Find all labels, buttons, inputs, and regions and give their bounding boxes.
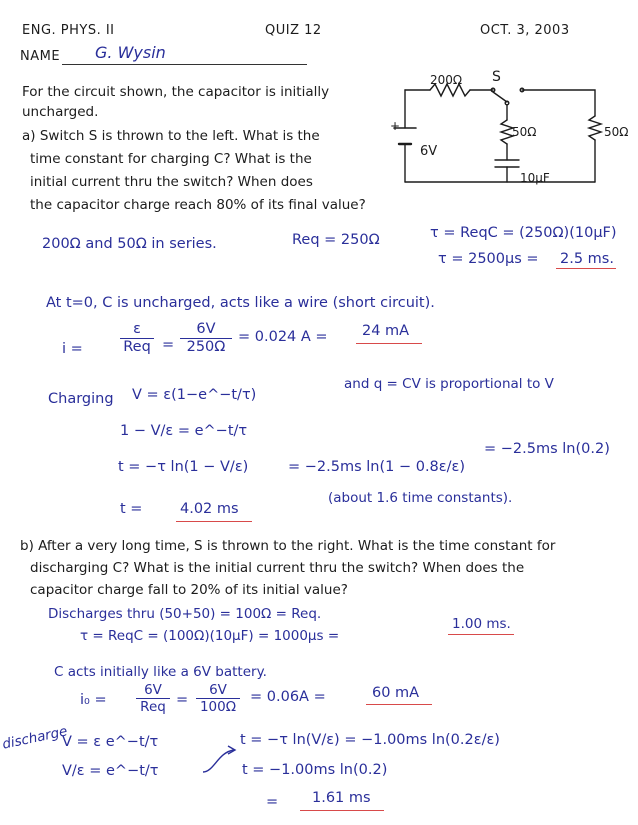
tau-answer-underline <box>556 268 616 269</box>
student-name: G. Wysin <box>95 43 166 62</box>
i0-frac2-den: 100Ω <box>199 699 237 716</box>
discharge-equation: V = ε e^−t/τ <box>62 734 159 750</box>
intro-line-2: uncharged. <box>22 104 99 120</box>
i0-fraction-2 <box>196 683 240 714</box>
resistor-50-right-icon <box>589 116 601 140</box>
charging-step-1: 1 − V/ε = e^−t/τ <box>120 423 248 439</box>
i0-answer: 60 mA <box>372 685 420 701</box>
i-frac2-den: 250Ω <box>186 339 226 356</box>
battery-plus-label: + <box>390 119 401 133</box>
battery-label: 6V <box>420 144 438 159</box>
charging-step-2-left: t = −τ ln(1 − V/ε) <box>118 459 249 475</box>
i0-frac1-num: 6V <box>144 682 162 698</box>
battery-note: C acts initially like a 6V battery. <box>54 664 267 680</box>
i-frac1-den: Req <box>123 339 151 356</box>
quiz-title: QUIZ 12 <box>265 23 322 38</box>
equals-sign: = <box>176 692 189 708</box>
wire-right-top <box>522 90 595 116</box>
i-value: = 0.024 A = <box>238 329 328 345</box>
part-a-question-2: time constant for charging C? What is the <box>30 151 312 167</box>
name-underline <box>62 64 307 65</box>
i0-value: = 0.06A = <box>250 689 326 705</box>
quiz-date: OCT. 3, 2003 <box>480 23 570 38</box>
t-b-answer: 1.61 ms <box>312 790 371 806</box>
series-note: 200Ω and 50Ω in series. <box>42 236 217 252</box>
charging-step-2-right: = −2.5ms ln(0.2) <box>484 441 610 457</box>
tau-b-equation: τ = ReqC = (100Ω)(10μF) = 1000μs = <box>80 628 340 644</box>
tau-line-2: τ = 2500μs = <box>438 251 539 267</box>
r3-label: 50Ω <box>604 125 629 139</box>
t-b-equation-2: t = −1.00ms ln(0.2) <box>242 762 388 778</box>
switch-label: S <box>492 69 501 85</box>
i0-frac2-num: 6V <box>209 682 227 698</box>
part-a-question-4: the capacitor charge reach 80% of its final value? <box>30 197 366 213</box>
r2-label: 50Ω <box>512 125 537 139</box>
arrow-icon <box>200 744 240 776</box>
discharge-label: discharge <box>0 723 69 753</box>
part-a-question-3: initial current thru the switch? When does <box>30 174 313 190</box>
t-b-equation-1: t = −τ ln(V/ε) = −1.00ms ln(0.2ε/ε) <box>240 732 500 748</box>
part-a-question-1: a) Switch S is thrown to the left. What is the <box>22 128 320 144</box>
t-note: (about 1.6 time constants). <box>328 490 513 506</box>
part-b-question-2: discharging C? What is the initial current thru the switch? When does the <box>30 560 525 576</box>
t-label: t = <box>120 501 143 517</box>
equals-sign: = <box>162 337 175 353</box>
tau-line-1: τ = ReqC = (250Ω)(10μF) <box>430 225 617 241</box>
t-answer-underline <box>176 521 252 522</box>
tau-b-answer: 1.00 ms. <box>452 616 511 632</box>
tau-b-answer-underline <box>448 634 514 635</box>
i0-fraction-1 <box>136 683 170 714</box>
t-b-equals: = <box>266 794 279 810</box>
discharge-note: Discharges thru (50+50) = 100Ω = Req. <box>48 606 322 622</box>
r1-label: 200Ω <box>430 73 463 87</box>
course-title: ENG. PHYS. II <box>22 23 115 38</box>
t0-note: At t=0, C is uncharged, acts like a wire (short circuit). <box>46 295 435 311</box>
switch-blade-icon <box>493 92 507 102</box>
discharge-ratio: V/ε = e^−t/τ <box>62 763 159 779</box>
i0-label: i₀ = <box>80 692 107 708</box>
circuit-diagram <box>385 70 615 200</box>
i0-frac1-den: Req <box>140 699 166 716</box>
tau-answer: 2.5 ms. <box>560 251 614 267</box>
t-answer: 4.02 ms <box>180 501 239 517</box>
capacitor-label: 10μF <box>520 171 550 185</box>
part-b-question-3: capacitor charge fall to 20% of its initial value? <box>30 582 348 598</box>
i-fraction-1 <box>120 322 154 355</box>
i0-answer-underline <box>366 704 432 705</box>
i-frac2-num: 6V <box>196 321 216 337</box>
charging-note: and q = CV is proportional to V <box>344 376 554 392</box>
intro-line-1: For the circuit shown, the capacitor is initially <box>22 84 330 100</box>
switch-pivot <box>505 101 509 105</box>
part-b-question-1: b) After a very long time, S is thrown to the right. What is the time constant for <box>20 538 556 554</box>
i-frac1-num: ε <box>133 321 141 337</box>
t-b-answer-underline <box>300 810 384 811</box>
i-answer-underline <box>356 343 422 344</box>
charging-equation: V = ε(1−e^−t/τ) <box>132 387 257 403</box>
charging-step-2-mid: = −2.5ms ln(1 − 0.8ε/ε) <box>288 459 466 475</box>
name-label: NAME <box>20 49 61 64</box>
charging-label: Charging <box>48 391 114 407</box>
i-label: i = <box>62 341 83 357</box>
i-answer: 24 mA <box>362 323 410 339</box>
req-value: Req = 250Ω <box>292 232 380 248</box>
i-fraction-2 <box>180 322 232 355</box>
